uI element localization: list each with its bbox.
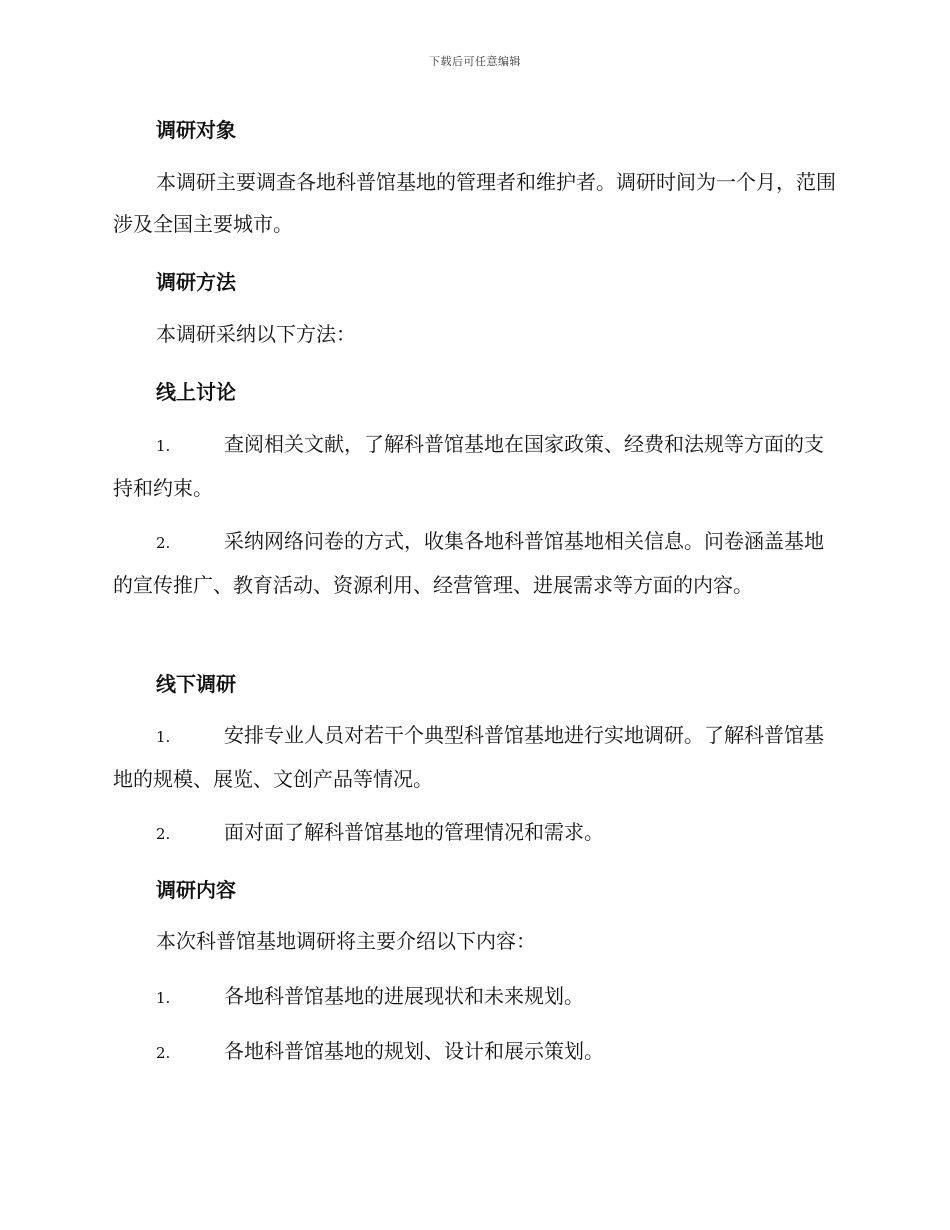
page-header-note: 下载后可任意编辑	[429, 55, 521, 68]
section-heading-object: 调研对象	[156, 118, 236, 142]
list-item	[113, 811, 837, 855]
list-item	[113, 714, 837, 800]
paragraph-content-intro: 本次科普馆基地调研将主要介绍以下内容：	[156, 929, 536, 953]
subheading-online: 线上讨论	[156, 380, 236, 404]
list-text: 面对面了解科普馆基地的管理情况和需求。	[224, 820, 604, 844]
subheading-offline: 线下调研	[156, 672, 236, 696]
list-item	[113, 423, 837, 509]
list-text: 安排专业人员对若干个典型科普馆基地进行实地调研。了解科普馆基地的规模、展览、文创产品等情况。	[113, 723, 824, 791]
list-item	[113, 520, 837, 606]
list-number: 2.	[156, 825, 171, 843]
list-number: 1.	[156, 437, 171, 455]
paragraph-method-intro: 本调研采纳以下方法：	[156, 322, 356, 346]
list-number: 1.	[156, 989, 171, 1007]
list-number: 1.	[156, 728, 171, 746]
list-item	[113, 975, 837, 1019]
list-number: 2.	[156, 534, 171, 552]
section-heading-method: 调研方法	[156, 270, 236, 294]
paragraph-object: 本调研主要调查各地科普馆基地的管理者和维护者。调研时间为一个月，范围涉及全国主要城市。	[113, 170, 836, 236]
list-text: 采纳网络问卷的方式，收集各地科普馆基地相关信息。问卷涵盖基地的宣传推广、教育活动、资源利用、经营管理、进展需求等方面的内容。	[113, 529, 824, 597]
list-number: 2.	[156, 1044, 171, 1062]
section-heading-content: 调研内容	[156, 878, 236, 902]
list-text: 查阅相关文献，了解科普馆基地在国家政策、经费和法规等方面的支持和约束。	[113, 432, 824, 500]
list-text: 各地科普馆基地的规划、设计和展示策划。	[224, 1039, 604, 1063]
list-text: 各地科普馆基地的进展现状和未来规划。	[224, 984, 584, 1008]
list-item	[113, 1030, 837, 1074]
